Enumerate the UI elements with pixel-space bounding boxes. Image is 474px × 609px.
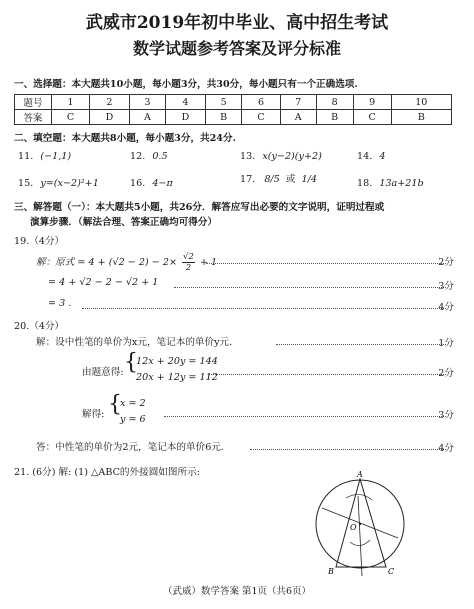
item-answer: 4−π <box>152 178 173 189</box>
item-answer: 13a+21b <box>379 178 424 189</box>
q19-step1-prefix: 解：原式 = 4 + (√2 − 2) − 2× <box>36 257 177 268</box>
dotted-leader <box>164 416 446 417</box>
fill-item <box>18 178 99 189</box>
table-cell: 6 <box>242 95 280 110</box>
q20-sol1: x = 2 <box>120 398 146 409</box>
fill-item <box>357 178 424 189</box>
center-point <box>359 523 361 525</box>
fill-item <box>357 151 385 162</box>
fill-item <box>130 178 173 189</box>
table-cell: 3 <box>129 95 165 110</box>
score: 3分 <box>438 410 454 421</box>
item-connector: 或 <box>285 174 296 185</box>
fraction-numerator: √2 <box>183 252 194 262</box>
answer-table-answer-row <box>15 110 452 125</box>
left-brace: { <box>108 392 122 417</box>
section1-heading: 一、选择题：本大题共10小题，每小题3分，共30分，每小题只有一个正确选项. <box>14 79 358 90</box>
section3-heading: 三、解答题（一）：本大题共5小题，共26分．解答应写出必要的文字说明，证明过程或 <box>14 202 385 213</box>
answer-table <box>14 94 452 125</box>
fill-item <box>130 151 168 162</box>
fill-item <box>240 151 322 162</box>
table-cell: 1 <box>52 95 90 110</box>
dotted-leader <box>250 449 446 450</box>
table-cell: 10 <box>391 95 451 110</box>
page-title: 武威市2019年初中毕业、高中招生考试 <box>85 13 389 33</box>
score: 3分 <box>438 281 454 292</box>
table-cell: B <box>391 110 451 125</box>
fill-item <box>18 151 71 162</box>
dotted-leader <box>276 344 446 345</box>
construction-arc <box>346 494 372 500</box>
circumcircle-figure <box>306 468 418 580</box>
table-cell: 5 <box>205 95 242 110</box>
label-c: C <box>388 567 395 576</box>
q19-step1-suffix: + 1 <box>199 257 218 268</box>
row-label: 答案 <box>15 110 52 125</box>
label-o: O <box>350 523 357 532</box>
dotted-leader <box>206 263 446 264</box>
fill-item <box>240 171 317 185</box>
table-cell: 2 <box>90 95 130 110</box>
q20-answer: 答：中性笔的单价为2元，笔记本的单价6元. <box>36 442 224 453</box>
dotted-leader <box>82 308 446 309</box>
item-answer: 0.5 <box>152 151 168 162</box>
item-answer: y=(x−2)²+1 <box>40 178 99 189</box>
item-answer: 4 <box>379 151 386 162</box>
item-answer: 1/4 <box>301 174 317 185</box>
item-number: 15. <box>18 178 34 189</box>
table-cell: D <box>166 110 206 125</box>
item-number: 11. <box>18 151 34 162</box>
q19-fraction <box>182 252 195 273</box>
item-number: 18. <box>357 178 373 189</box>
table-cell: 7 <box>280 95 316 110</box>
table-cell: C <box>353 110 391 125</box>
page-subtitle: 数学试题参考答案及评分标准 <box>132 39 341 58</box>
table-cell: C <box>242 110 280 125</box>
table-cell: D <box>90 110 130 125</box>
q21-text: 21. (6分) 解: (1) △ABC的外接圆如图所示: <box>14 467 200 478</box>
score: 4分 <box>438 302 454 313</box>
section3-heading-cont: 演算步骤．（解法合理、答案正确均可得分） <box>30 217 218 228</box>
bisector-line <box>358 496 362 576</box>
item-number: 14. <box>357 151 373 162</box>
table-cell: 8 <box>316 95 353 110</box>
table-cell: A <box>280 110 316 125</box>
table-cell: B <box>316 110 353 125</box>
left-brace: { <box>124 350 138 375</box>
label-b: B <box>328 567 334 576</box>
row-label: 题号 <box>15 95 52 110</box>
item-number: 12. <box>130 151 146 162</box>
q20-eq1: 12x + 20y = 144 <box>136 356 218 367</box>
q20-sol2: y = 6 <box>120 414 146 425</box>
q19-label: 19.（4分） <box>14 236 65 247</box>
item-answer: (−1,1) <box>40 151 72 162</box>
item-answer: 8/5 <box>264 174 280 185</box>
item-answer: x(y−2)(y+2) <box>262 151 322 162</box>
q19-step1 <box>36 252 217 273</box>
item-number: 16. <box>130 178 146 189</box>
section2-heading: 二、填空题：本大题共8小题，每小题3分，共24分. <box>14 133 236 144</box>
item-number: 13. <box>240 151 256 162</box>
q20-label: 20.（4分） <box>14 321 65 332</box>
q19-step2: = 4 + √2 − 2 − √2 + 1 <box>48 277 159 288</box>
label-a: A <box>357 470 363 479</box>
score: 2分 <box>438 257 454 268</box>
dotted-leader <box>174 287 446 288</box>
table-cell: 9 <box>353 95 391 110</box>
q20-system-label: 由题意得: <box>82 367 124 378</box>
score: 4分 <box>438 443 454 454</box>
q20-solve-label: 解得: <box>82 409 105 420</box>
table-cell: 4 <box>166 95 206 110</box>
score: 1分 <box>438 338 454 349</box>
answer-table-number-row <box>15 95 452 110</box>
table-cell: A <box>129 110 165 125</box>
dotted-leader <box>208 374 446 375</box>
page-footer: （武威）数学答案 第1页（共6页） <box>162 586 312 597</box>
table-cell: B <box>205 110 242 125</box>
item-number: 17. <box>240 174 256 185</box>
fraction-denominator: 2 <box>185 263 192 273</box>
q19-step3: = 3 . <box>48 298 72 309</box>
score: 2分 <box>438 368 454 379</box>
q20-eq2: 20x + 12y = 112 <box>136 372 218 383</box>
q20-setup: 解：设中性笔的单价为x元，笔记本的单价y元. <box>36 337 233 348</box>
table-cell: C <box>52 110 90 125</box>
